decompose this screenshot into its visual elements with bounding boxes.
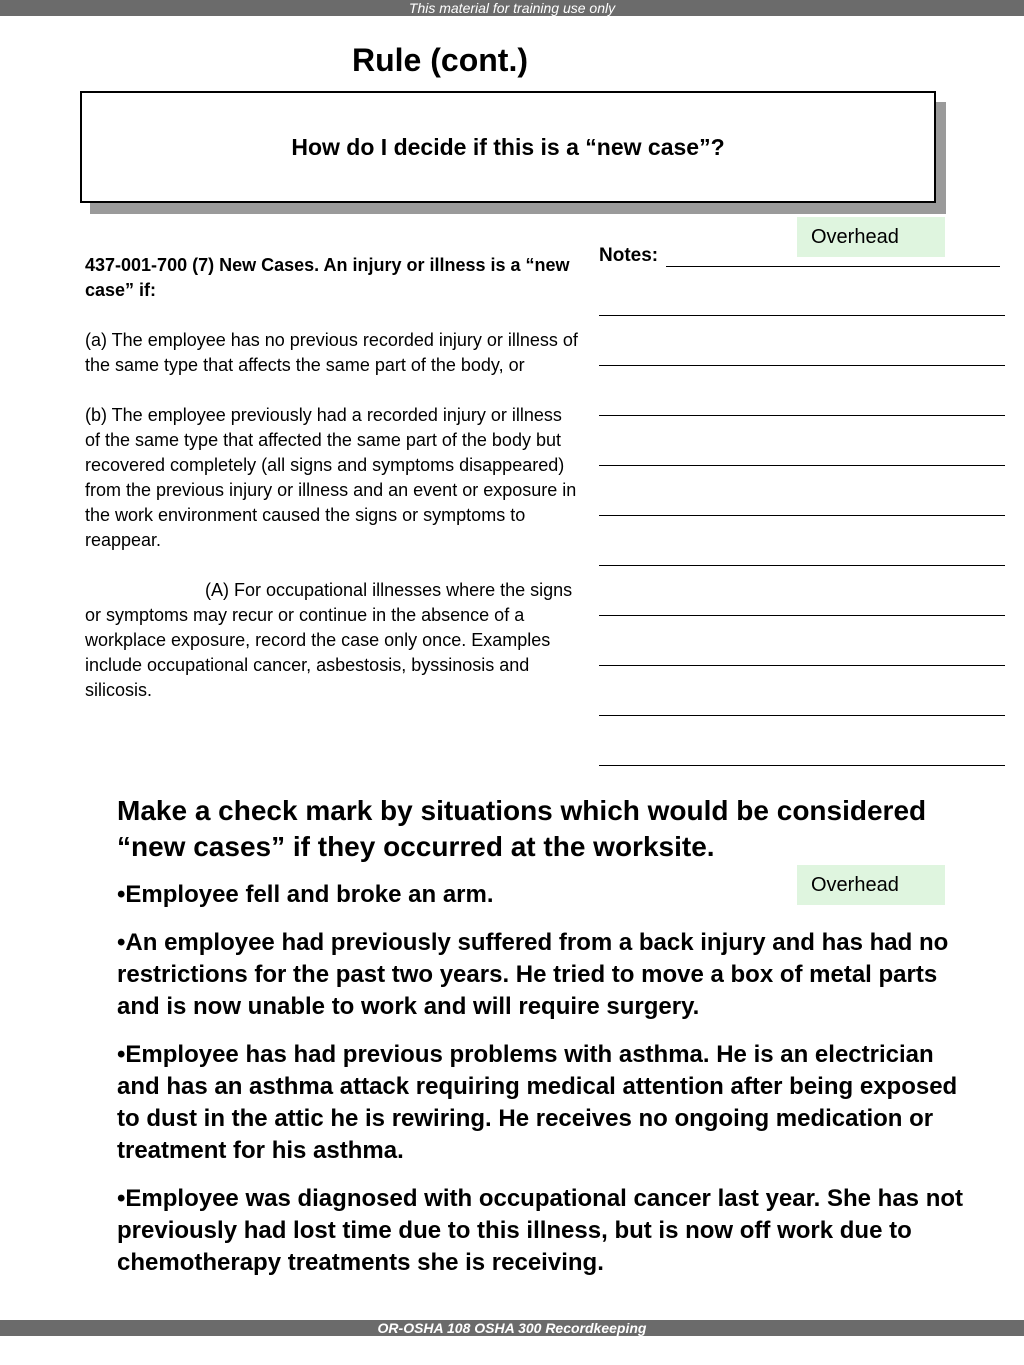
question-text: How do I decide if this is a “new case”? — [291, 133, 725, 160]
exercise-item: •An employee had previously suffered from a back injury and has had no restrictions for the past two years. He tried to move a box of metal parts and is now unable to work and will require surgery. — [117, 929, 949, 1020]
course-footer: OR-OSHA 108 OSHA 300 Recordkeeping — [0, 1320, 1024, 1336]
rule-paragraph-A — [85, 578, 580, 703]
overhead-badge-bottom: Overhead — [797, 865, 945, 905]
notes-line — [599, 665, 1005, 666]
notes-line — [599, 315, 1005, 316]
notes-line — [599, 615, 1005, 616]
notes-line — [599, 465, 1005, 466]
notes-line — [666, 266, 1000, 267]
question-box — [80, 91, 936, 203]
notes-line — [599, 715, 1005, 716]
rule-paragraph-b: (b) The employee previously had a recorded injury or illness of the same type that affected the same part of the body but recovered completely (all signs and symptoms disappeared) from the previous injury or illness and an event or exposure in the work environment caused the signs or symptoms to reappear. — [85, 405, 577, 550]
notes-line — [599, 565, 1005, 566]
exercise-heading: Make a check mark by situations which would be considered “new cases” if they occurred at the worksite. — [117, 795, 927, 862]
overhead-badge-top: Overhead — [797, 217, 945, 257]
notes-line — [599, 415, 1005, 416]
rule-paragraph-A-text: (A) For occupational illnesses where the signs or symptoms may recur or continue in the absence of a workplace exposure, record the case only once. Examples include occupational cancer, asbestosis, byssinosis and silicosis. — [85, 580, 573, 700]
page-title: Rule (cont.) — [352, 42, 528, 78]
exercise-item: •Employee fell and broke an arm. — [117, 881, 494, 908]
exercise-item: •Employee has had previous problems with asthma. He is an electrician and has an asthma attack requiring medical attention after being exposed to dust in the attic he is rewiring. He receives no ongoing medication or treatment for his asthma. — [117, 1041, 958, 1164]
notes-label: Notes: — [599, 245, 659, 266]
rule-paragraph-a: (a) The employee has no previous recorded injury or illness of the same type that affects the same part of the body, or — [85, 330, 578, 375]
rule-text-column — [85, 253, 580, 728]
exercise-item: •Employee was diagnosed with occupational cancer last year. She has not previously had lost time due to this illness, but is now off work due to chemotherapy treatments she is receiving. — [117, 1185, 963, 1276]
notes-line — [599, 765, 1005, 766]
rule-heading: 437-001-700 (7) New Cases. An injury or illness is a “new case” if: — [85, 255, 570, 300]
notes-line — [599, 365, 1005, 366]
notes-line — [599, 515, 1005, 516]
training-banner: This material for training use only — [0, 0, 1024, 16]
